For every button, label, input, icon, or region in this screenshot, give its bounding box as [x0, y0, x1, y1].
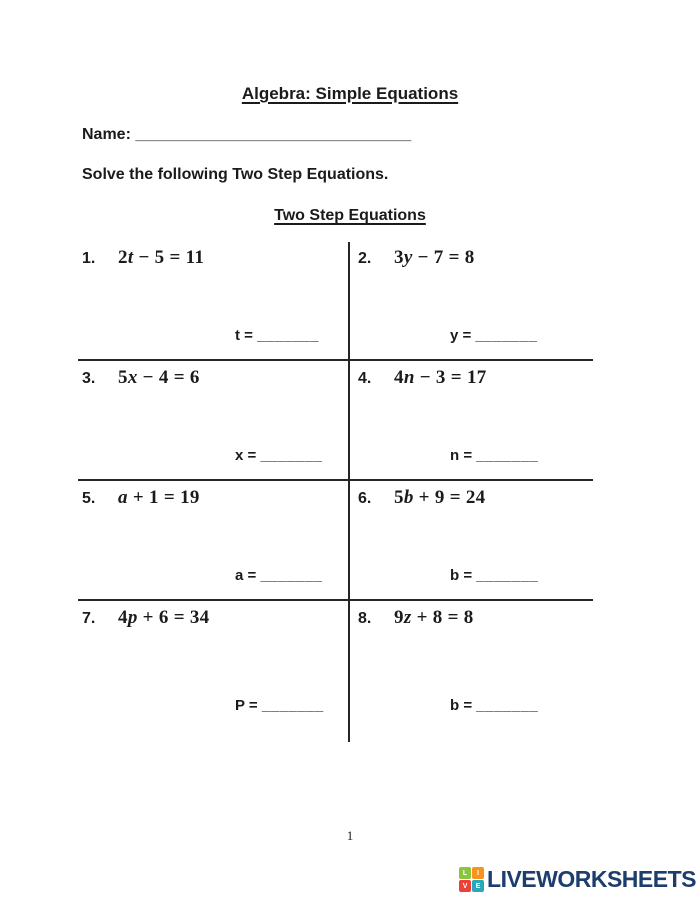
problems-grid — [78, 241, 593, 742]
answer-label: a = — [235, 567, 261, 584]
answer-blank[interactable]: _______ — [261, 697, 324, 714]
page-title: Algebra: Simple Equations — [241, 84, 459, 103]
answer-blank[interactable]: _______ — [475, 327, 538, 344]
problem-number: 5. — [82, 490, 96, 507]
problem-number: 4. — [358, 370, 372, 387]
brand-wordmark: LIVEWORKSHEETS — [487, 866, 696, 892]
logo-square-l: L — [459, 867, 471, 879]
section-title: Two Step Equations — [274, 207, 426, 224]
problem-cell-3 — [78, 361, 350, 479]
liveworksheets-logo-icon — [459, 867, 484, 892]
answer-label: b = — [450, 567, 477, 584]
answer-line — [450, 697, 538, 714]
page-number: 1 — [346, 828, 354, 843]
problem-cell-5 — [78, 481, 350, 599]
problem-cell-4 — [350, 361, 593, 479]
problem-number: 7. — [82, 610, 96, 627]
problem-cell-1 — [78, 241, 350, 359]
equation: 9z + 8 = 8 — [394, 607, 474, 628]
answer-line — [450, 327, 537, 344]
answer-blank[interactable]: _______ — [476, 697, 539, 714]
problem-row — [78, 601, 593, 742]
problem-number: 1. — [82, 250, 96, 267]
answer-line — [235, 447, 322, 464]
problem-number: 2. — [358, 250, 372, 267]
answer-blank[interactable]: _______ — [257, 327, 319, 344]
logo-square-e: E — [472, 880, 484, 892]
problem-cell-8 — [350, 601, 593, 742]
logo-square-v: V — [459, 880, 471, 892]
equation: 4p + 6 = 34 — [118, 607, 210, 628]
problem-cell-2 — [350, 241, 593, 359]
answer-blank[interactable]: _______ — [476, 567, 539, 584]
answer-label: n = — [450, 447, 477, 464]
equation: a + 1 = 19 — [118, 487, 200, 508]
problem-row — [78, 241, 593, 361]
answer-line — [235, 567, 322, 584]
equation: 5b + 9 = 24 — [394, 487, 486, 508]
answer-label: x = — [235, 447, 261, 464]
problem-cell-6 — [350, 481, 593, 599]
instruction-text: Solve the following Two Step Equations. — [82, 166, 389, 183]
liveworksheets-logo[interactable] — [459, 866, 696, 893]
problem-row — [78, 361, 593, 481]
answer-blank[interactable]: _______ — [260, 447, 323, 464]
logo-square-i: I — [472, 867, 484, 879]
answer-label: b = — [450, 697, 477, 714]
answer-line — [450, 567, 538, 584]
answer-label: t = — [235, 327, 258, 344]
name-line — [82, 126, 411, 144]
answer-label: y = — [450, 327, 476, 344]
problem-cell-7 — [78, 601, 350, 742]
equation: 4n − 3 = 17 — [394, 367, 487, 388]
answer-line — [450, 447, 538, 464]
equation: 2t − 5 = 11 — [118, 247, 205, 268]
problem-row — [78, 481, 593, 601]
name-label: Name: — [82, 126, 136, 143]
name-blank[interactable]: _______________________________ — [135, 126, 412, 143]
problem-number: 3. — [82, 370, 96, 387]
problem-number: 6. — [358, 490, 372, 507]
equation: 5x − 4 = 6 — [118, 367, 200, 388]
answer-line — [235, 327, 319, 344]
answer-line — [235, 697, 324, 714]
equation: 3y − 7 = 8 — [394, 247, 475, 268]
problem-number: 8. — [358, 610, 372, 627]
answer-blank[interactable]: _______ — [476, 447, 539, 464]
answer-blank[interactable]: _______ — [260, 567, 323, 584]
answer-label: P = — [235, 697, 262, 714]
